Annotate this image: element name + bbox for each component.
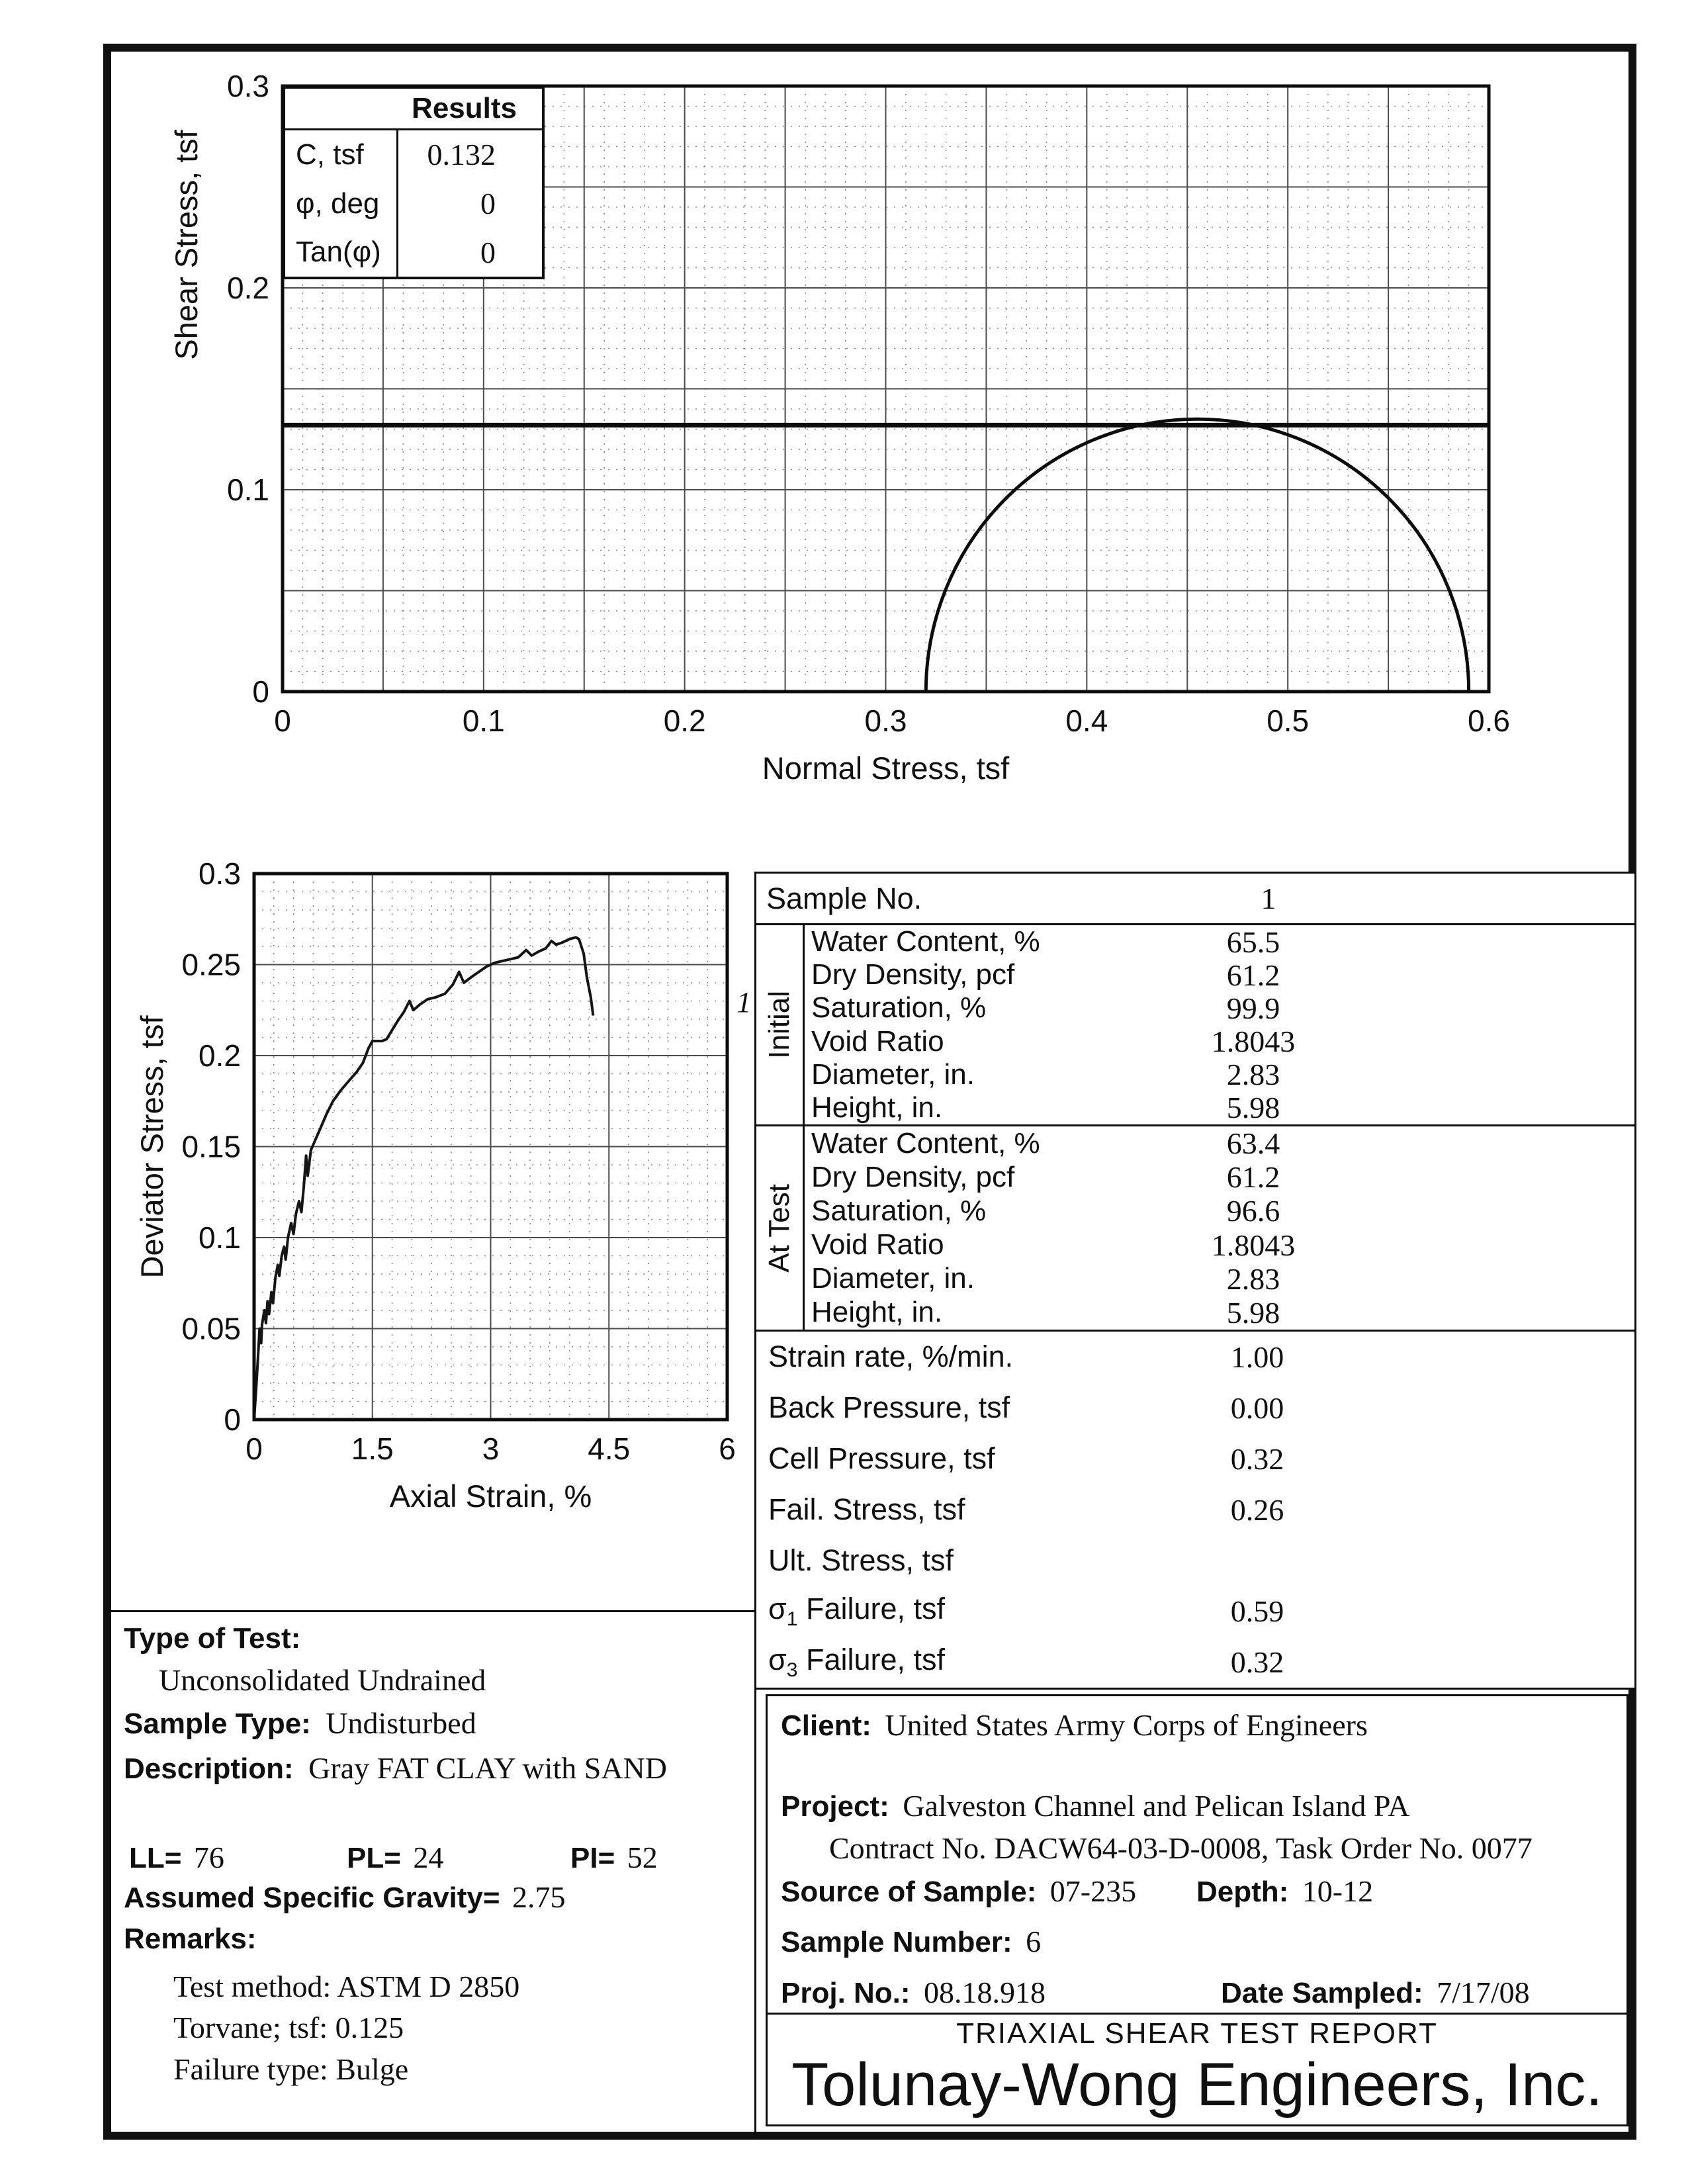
ll-value: 76 (193, 1841, 224, 1874)
results-row-value-2: 0 (480, 235, 496, 269)
client-label: Client: (781, 1709, 871, 1742)
cell-value: 1.8043 (1211, 1228, 1296, 1262)
pi-label: PI= (570, 1842, 615, 1874)
y-axis-label: Shear Stress, tsf (169, 130, 204, 360)
table-row (756, 1586, 1634, 1637)
cell-value: 2.83 (1226, 1058, 1280, 1092)
cell-value: 61.2 (1226, 1160, 1280, 1195)
x-tick-label: 0.5 (1267, 704, 1310, 738)
cell-value: 5.98 (1226, 1295, 1280, 1330)
table-row (805, 1296, 1634, 1330)
cell-label: Cell Pressure, tsf (768, 1441, 995, 1476)
group-label-cell (756, 925, 805, 1124)
description-value: Gray FAT CLAY with SAND (308, 1751, 667, 1785)
sample-no-value: 1 (1261, 882, 1276, 915)
sample-no-label: Sample No. (766, 881, 922, 915)
cell-label: Height, in. (811, 1091, 943, 1124)
results-row-value-1: 0 (480, 187, 496, 220)
cell-value: 61.2 (1226, 958, 1280, 992)
cell-value: 0.26 (1230, 1492, 1284, 1527)
group-label: Initial (763, 991, 795, 1059)
results-table (283, 86, 545, 279)
sample-table-single-rows (756, 1332, 1634, 1688)
results-row-value-0: 0.132 (427, 138, 496, 172)
depth-label: Depth: (1196, 1876, 1289, 1908)
cell-value: 5.98 (1226, 1091, 1280, 1125)
table-row (756, 1383, 1634, 1433)
y-tick-label: 0.05 (181, 1311, 241, 1346)
cell-label: Saturation, % (811, 991, 987, 1024)
y-tick-label: 0 (252, 674, 269, 709)
contract-line: Contract No. DACW64-03-D-0008, Task Order No. 0077 (829, 1831, 1533, 1865)
results-row-label-2: Tan(φ) (296, 236, 381, 269)
date-sampled-value: 7/17/08 (1437, 1976, 1530, 2009)
ll-label: LL= (129, 1842, 182, 1874)
cell-label: Height, in. (811, 1296, 943, 1329)
cell-label: Water Content, % (811, 1126, 1040, 1160)
group-label: At Test (763, 1183, 795, 1273)
proj-no-line (781, 1975, 1046, 2010)
source-of-sample-label: Source of Sample: (781, 1876, 1037, 1908)
cell-label: Saturation, % (811, 1194, 987, 1227)
depth-line (1196, 1874, 1373, 1909)
table-row (805, 1228, 1634, 1262)
curve-number-label: 1 (736, 986, 752, 1019)
sample-number-label: Sample Number: (781, 1926, 1012, 1958)
x-tick-label: 0.1 (462, 704, 505, 738)
x-tick-label: 6 (719, 1432, 736, 1466)
company-name: Tolunay-Wong Engineers, Inc. (791, 2051, 1603, 2118)
table-row (756, 1433, 1634, 1484)
x-tick-label: 1.5 (351, 1432, 394, 1466)
cell-value: 96.6 (1226, 1194, 1280, 1228)
table-row (756, 1535, 1634, 1586)
y-tick-label: 0.3 (227, 69, 269, 103)
cell-label: $\sigma_1$ Failure, tsf (768, 1592, 946, 1631)
y-axis-label: Deviator Stress, tsf (134, 1015, 169, 1279)
x-tick-label: 4.5 (588, 1432, 631, 1466)
project-label: Project: (781, 1790, 889, 1823)
table-row (805, 1058, 1634, 1091)
sample-type-label: Sample Type: (124, 1707, 311, 1740)
cell-label: Void Ratio (811, 1228, 944, 1261)
pl-value: 24 (413, 1841, 444, 1874)
results-row-label-1: φ, deg (296, 187, 380, 220)
cell-value: 63.4 (1226, 1126, 1280, 1161)
sample-type-line (124, 1706, 476, 1741)
cell-value: 2.83 (1226, 1261, 1280, 1296)
sample-table-header (756, 874, 1634, 925)
x-axis-label: Normal Stress, tsf (762, 751, 1010, 786)
mohr-circle-chart (0, 0, 1694, 834)
sample-type-value: Undisturbed (326, 1706, 476, 1740)
report-title: TRIAXIAL SHEAR TEST REPORT (956, 2017, 1438, 2050)
cell-value: 0.59 (1230, 1594, 1284, 1629)
table-row (756, 1332, 1634, 1383)
test-info-top-border (111, 1610, 754, 1612)
results-value-column (398, 130, 542, 277)
results-table-header: Results (285, 89, 542, 130)
table-row (805, 1126, 1634, 1160)
cell-label: Ult. Stress, tsf (768, 1543, 954, 1577)
x-tick-label: 0.3 (864, 704, 907, 738)
project-line (781, 1788, 1409, 1823)
plasticity-index (570, 1840, 658, 1875)
sample-table-block-initial (756, 925, 1634, 1126)
y-tick-label: 0.3 (199, 856, 241, 891)
source-line (781, 1874, 1136, 1909)
specific-gravity-line (124, 1880, 566, 1915)
x-tick-label: 0.6 (1468, 704, 1510, 738)
cell-label: $\sigma_3$ Failure, tsf (768, 1643, 946, 1682)
title-divider-line (768, 2013, 1627, 2015)
description-line (124, 1751, 667, 1786)
client-value: United States Army Corps of Engineers (885, 1708, 1368, 1742)
table-row (805, 925, 1634, 958)
table-row (805, 1262, 1634, 1296)
client-line (781, 1707, 1368, 1743)
cell-value: 1.00 (1230, 1340, 1284, 1374)
remark-test-method: Test method: ASTM D 2850 (173, 1970, 520, 2003)
description-label: Description: (124, 1752, 294, 1785)
cell-label: Dry Density, pcf (811, 958, 1015, 991)
table-row (756, 1484, 1634, 1535)
cell-label: Diameter, in. (811, 1058, 975, 1091)
project-value: Galveston Channel and Pelican Island PA (903, 1789, 1410, 1823)
type-of-test-value: Unconsolidated Undrained (159, 1663, 486, 1697)
proj-no-value: 08.18.918 (924, 1976, 1046, 2009)
date-sampled-line (1221, 1975, 1530, 2010)
sample-number-value: 6 (1026, 1925, 1042, 1958)
sample-number-line (781, 1924, 1041, 1959)
table-row (805, 1025, 1634, 1058)
y-tick-label: 0.15 (181, 1129, 241, 1164)
results-label-column (285, 130, 398, 277)
cell-value: 0.00 (1230, 1390, 1284, 1425)
y-tick-label: 0.1 (199, 1220, 241, 1255)
proj-no-label: Proj. No.: (781, 1977, 911, 2009)
y-tick-label: 0.1 (227, 473, 269, 507)
y-tick-label: 0.25 (181, 947, 241, 982)
center-divider-line (754, 1688, 756, 2140)
cell-label: Fail. Stress, tsf (768, 1492, 965, 1526)
group-label-cell (756, 1126, 805, 1330)
remark-failure-type: Failure type: Bulge (173, 2052, 409, 2086)
plastic-limit (347, 1840, 443, 1875)
y-tick-label: 0.2 (199, 1038, 241, 1073)
table-row (756, 1637, 1634, 1688)
y-tick-label: 0 (224, 1402, 241, 1437)
cell-label: Diameter, in. (811, 1262, 975, 1295)
type-of-test-label: Type of Test: (124, 1622, 301, 1655)
remarks-label: Remarks: (124, 1923, 257, 1955)
x-tick-label: 3 (482, 1432, 500, 1466)
stress-strain-chart (0, 794, 794, 1562)
table-row (805, 1091, 1634, 1124)
table-row (805, 991, 1634, 1024)
cell-value: 1.8043 (1211, 1024, 1296, 1059)
specific-gravity-label: Assumed Specific Gravity= (124, 1882, 500, 1914)
date-sampled-label: Date Sampled: (1221, 1977, 1423, 2009)
specific-gravity-value: 2.75 (512, 1880, 566, 1914)
liquid-limit (129, 1840, 224, 1875)
cell-label: Strain rate, %/min. (768, 1340, 1014, 1374)
source-of-sample-value: 07-235 (1049, 1874, 1137, 1908)
cell-label: Back Pressure, tsf (768, 1390, 1010, 1425)
cell-label: Void Ratio (811, 1024, 944, 1058)
x-tick-label: 0 (245, 1432, 263, 1466)
table-row (805, 1160, 1634, 1194)
cell-label: Water Content, % (811, 925, 1040, 958)
cell-value: 0.32 (1230, 1441, 1284, 1476)
pl-label: PL= (347, 1842, 401, 1874)
cell-value: 99.9 (1226, 991, 1280, 1025)
x-tick-label: 0.4 (1065, 704, 1108, 738)
x-tick-label: 0.2 (663, 704, 706, 738)
table-row (805, 1194, 1634, 1228)
y-tick-label: 0.2 (227, 271, 269, 305)
remark-torvane: Torvane; tsf: 0.125 (173, 2011, 404, 2044)
cell-label: Dry Density, pcf (811, 1160, 1015, 1193)
results-row-label-0: C, tsf (296, 138, 364, 171)
depth-value: 10-12 (1302, 1874, 1374, 1908)
pi-value: 52 (627, 1841, 658, 1874)
cell-value: 0.32 (1230, 1645, 1284, 1680)
table-row (805, 958, 1634, 991)
x-axis-label: Axial Strain, % (389, 1479, 592, 1514)
cell-value: 65.5 (1226, 925, 1280, 959)
x-tick-label: 0 (274, 704, 291, 738)
sample-table-block-at-test (756, 1126, 1634, 1332)
sample-data-table (754, 872, 1636, 1690)
